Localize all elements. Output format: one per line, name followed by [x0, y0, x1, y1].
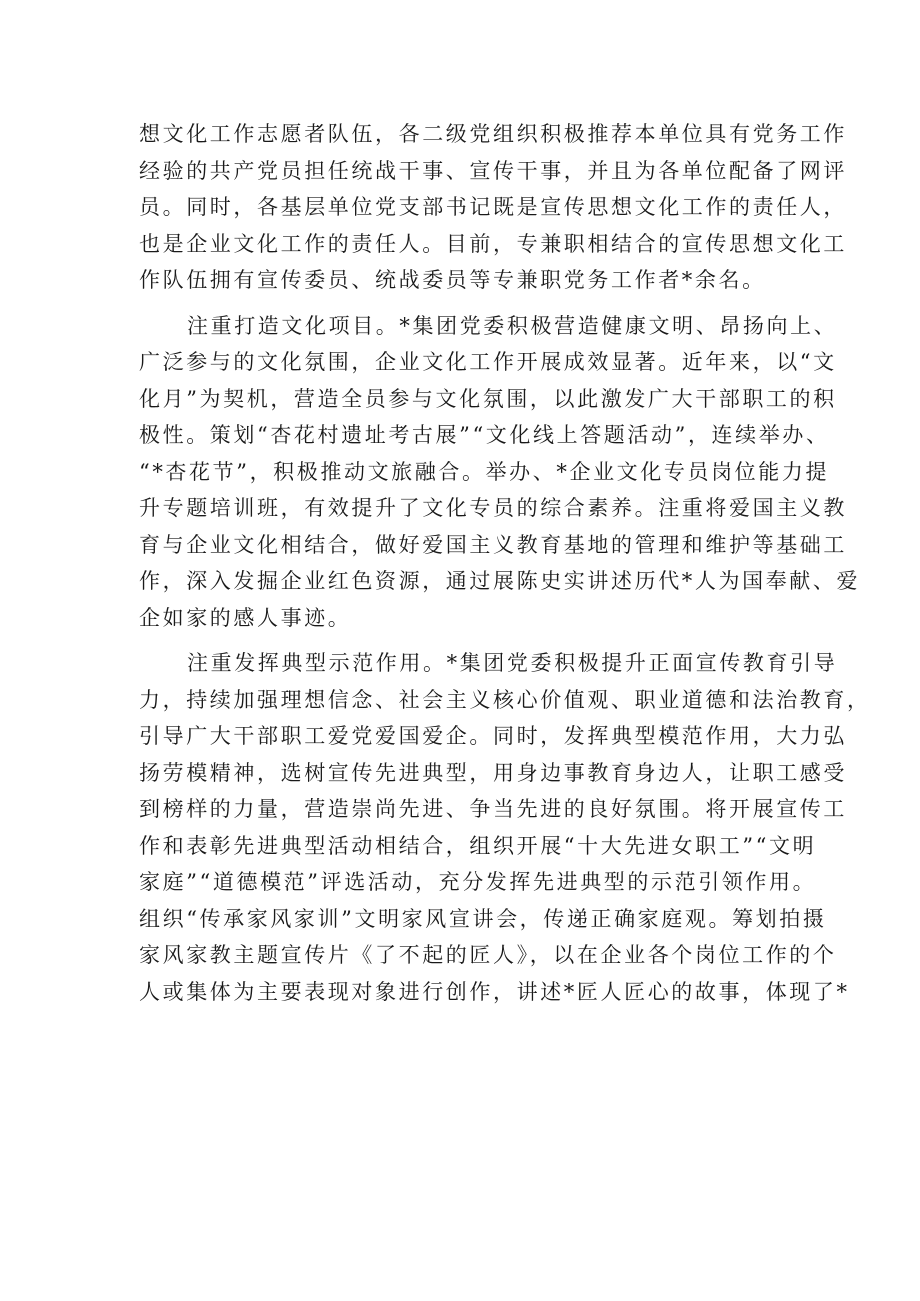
text-line: 育与企业文化相结合，做好爱国主义教育基地的管理和维护等基础工 [139, 532, 847, 557]
text-line: 员。同时，各基层单位党支部书记既是宣传思想文化工作的责任人， [139, 195, 847, 219]
paragraph-3 [139, 645, 871, 1010]
text-line: 作队伍拥有宣传委员、统战委员等专兼职党务工作者*余名。 [139, 268, 766, 292]
document-body [139, 116, 871, 1010]
text-line: 也是企业文化工作的责任人。目前，专兼职相结合的宣传思想文化工 [139, 231, 847, 256]
text-line: 经验的共产党员担任统战干事、宣传干事，并且为各单位配备了网评 [139, 158, 847, 183]
text-line: 人或集体为主要表现对象进行创作，讲述*匠人匠心的故事，体现了* [139, 979, 850, 1004]
text-line: 极性。策划“杏花村遗址考古展”“文化线上答题活动”，连续举办、 [139, 423, 830, 447]
text-line: 到榜样的力量，营造崇尚先进、争当先进的良好氛围。将开展宣传工 [139, 797, 847, 821]
text-line: 化月”为契机，营造全员参与文化氛围，以此激发广大干部职工的积 [139, 386, 837, 411]
paragraph-1 [139, 116, 847, 299]
text-line: “*杏花节”，积极推动文旅融合。举办、*企业文化专员岗位能力提 [139, 459, 830, 484]
text-line: 力，持续加强理想信念、社会主义核心价值观、职业道德和法治教育， [139, 687, 871, 712]
text-line: 注重打造文化项目。*集团党委积极营造健康文明、昂扬向上、 [187, 313, 838, 338]
text-line: 注重发挥典型示范作用。*集团党委积极提升正面宣传教育引导 [187, 651, 838, 675]
text-line: 扬劳模精神，选树宣传先进典型，用身边事教育身边人，让职工感受 [139, 760, 847, 785]
text-line: 企如家的感人事迹。 [139, 605, 352, 630]
text-line: 升专题培训班，有效提升了文化专员的综合素养。注重将爱国主义教 [139, 496, 847, 520]
text-line: 作，深入发掘企业红色资源，通过展陈史实讲述历代*人为国奉献、爱 [139, 569, 861, 593]
text-line: 组织“传承家风家训”文明家风宣讲会，传递正确家庭观。筹划拍摄 [139, 906, 827, 931]
paragraph-2 [139, 308, 861, 637]
text-line: 家风家教主题宣传片《了不起的匠人》，以在企业各个岗位工作的个 [139, 943, 837, 967]
text-line: 家庭”“道德模范”评选活动，充分发挥先进典型的示范引领作用。 [139, 870, 817, 894]
text-line: 广泛参与的文化氛围，企业文化工作开展成效显著。近年来，以“文 [139, 350, 837, 374]
text-line: 作和表彰先进典型活动相结合，组织开展“十大先进女职工”“文明 [139, 833, 817, 858]
text-line: 引导广大干部职工爱党爱国爱企。同时，发挥典型模范作用，大力弘 [139, 724, 847, 748]
text-line: 想文化工作志愿者队伍，各二级党组织积极推荐本单位具有党务工作 [139, 122, 847, 146]
